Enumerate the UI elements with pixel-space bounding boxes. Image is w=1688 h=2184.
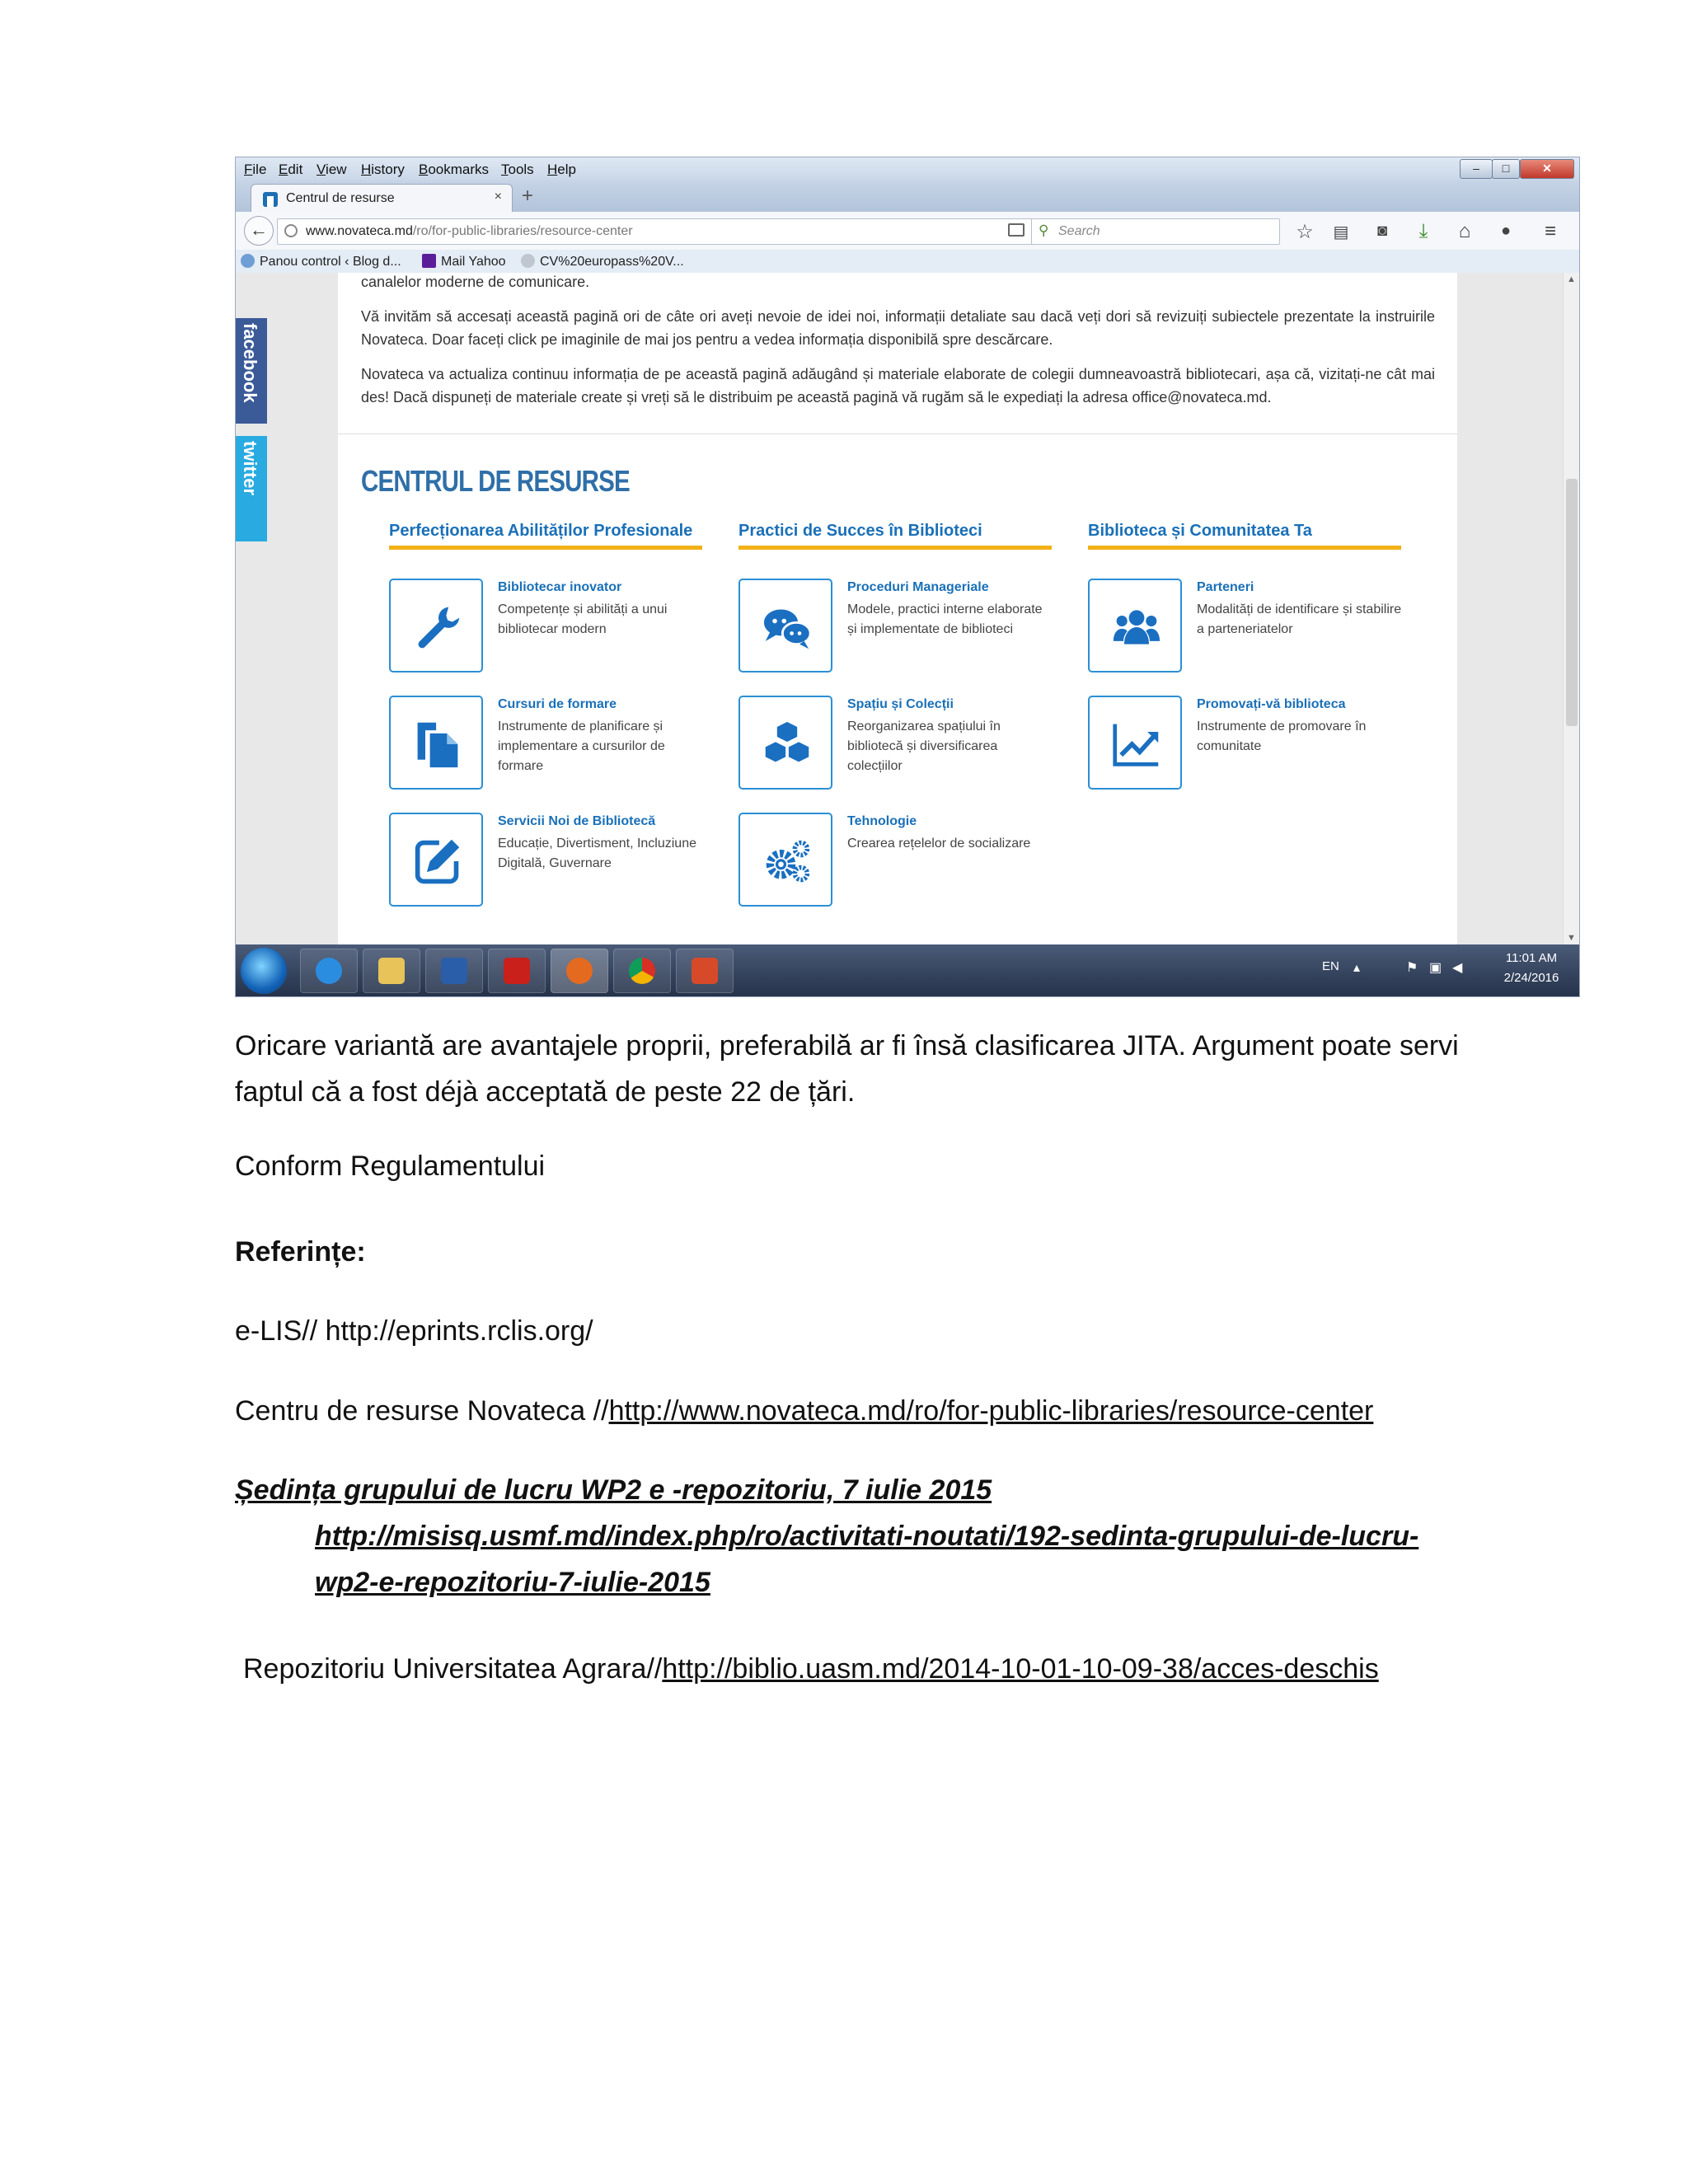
resource-icon-box[interactable]	[738, 696, 832, 790]
resource-title[interactable]: Spațiu și Colecții	[847, 697, 954, 711]
resource-item-cursuri-de-formare[interactable]	[389, 696, 735, 794]
pdf-icon	[504, 958, 530, 984]
tab-close-icon[interactable]: ×	[494, 190, 502, 204]
menu-edit[interactable]: Edit	[279, 162, 303, 177]
action-center-flag-icon[interactable]: ⚑	[1406, 961, 1418, 975]
pocket-icon[interactable]: ◙	[1376, 222, 1388, 240]
reader-view-icon[interactable]	[1008, 223, 1025, 237]
favicon-icon	[263, 192, 278, 207]
new-tab-button[interactable]: +	[521, 185, 533, 207]
scroll-thumb[interactable]	[1566, 479, 1578, 726]
resource-item-promovati-va-biblioteca[interactable]	[1088, 696, 1434, 794]
column-title-perfectionare[interactable]: Perfecționarea Abilităților Profesionale	[389, 522, 702, 550]
novateca-link[interactable]: http://www.novateca.md/ro/for-public-libraries/resource-center	[608, 1395, 1374, 1427]
scroll-up-icon[interactable]: ▲	[1567, 274, 1576, 284]
column-title-biblioteca[interactable]: Biblioteca și Comunitatea Ta	[1088, 522, 1401, 550]
reference-wp2-title[interactable]: Ședința grupului de lucru WP2 e -repozitoriu, 7 iulie 2015	[235, 1474, 992, 1506]
scroll-down-icon[interactable]: ▼	[1567, 933, 1576, 943]
volume-icon[interactable]: ◀	[1452, 961, 1463, 975]
paragraph-conform: Conform Regulamentului	[235, 1151, 546, 1182]
bookmark-mail-yahoo[interactable]	[422, 254, 506, 269]
reference-e-lis: e-LIS// http://eprints.rclis.org/	[235, 1315, 593, 1347]
network-icon[interactable]: ▣	[1429, 961, 1442, 975]
resource-description: Crearea rețelelor de socializare	[847, 837, 1031, 851]
word-icon	[441, 958, 467, 984]
wordpress-icon	[241, 254, 255, 268]
menu-bookmarks[interactable]: Bookmarks	[419, 162, 490, 177]
resource-icon-box[interactable]	[389, 579, 483, 673]
menu-history[interactable]: History	[361, 162, 405, 177]
resource-description: Instrumente de planificare și implementare a cursurilor de formare	[498, 719, 665, 773]
globe-icon	[521, 254, 535, 268]
taskbar-presentation[interactable]	[676, 949, 734, 993]
tab-title: Centrul de resurse	[286, 191, 395, 205]
close-window-button[interactable]: ✕	[1520, 159, 1574, 179]
maximize-button[interactable]: □	[1492, 159, 1520, 179]
star-icon[interactable]: ☆	[1296, 221, 1314, 243]
resource-description: Reorganizarea spațiului în bibliotecă și diversificarea colecțiilor	[847, 719, 1001, 773]
search-placeholder: Search	[1058, 224, 1100, 238]
resource-description: Modele, practici interne elaborate și implementate de biblioteci	[847, 602, 1043, 636]
misisq-link-line-1[interactable]: http://misisq.usmf.md/index.php/ro/activitati-noutati/192-sedinta-grupului-de-lucru-	[315, 1521, 1419, 1552]
clock-time[interactable]: 11:01 AM	[1505, 951, 1558, 965]
intro-paragraph: Vă invităm să accesați această pagină ori de câte ori aveți nevoie de idei noi, informații detaliate sau dacă veți dori să revizuiți subiectele prezentate la instruirile Novateca. Doar faceți click pe imaginile de mai jos pentru a vedea informația disponibilă spre descărcare.	[361, 308, 1435, 348]
menu-file[interactable]: File	[244, 162, 267, 177]
presentation-icon	[692, 958, 718, 984]
resource-item-spatiu-si-colectii[interactable]	[738, 696, 1085, 794]
bookmark-label: Panou control ‹ Blog d...	[260, 255, 401, 269]
tab-bar	[236, 180, 1579, 212]
uasm-link[interactable]: http://biblio.uasm.md/2014-10-01-10-09-38/acces-deschis	[662, 1653, 1379, 1685]
menu-bar	[236, 157, 1579, 180]
search-icon: ⚲	[1039, 223, 1049, 238]
chat-icon	[762, 602, 812, 652]
wrench-icon	[413, 602, 462, 652]
resource-icon-box[interactable]	[738, 813, 832, 907]
reference-uasm	[243, 1653, 1379, 1685]
resource-icon-box[interactable]	[389, 813, 483, 907]
home-icon[interactable]: ⌂	[1458, 220, 1471, 242]
twitter-tab[interactable]	[236, 436, 267, 541]
bookmarks-bar	[236, 250, 1579, 273]
resource-title[interactable]: Cursuri de formare	[498, 697, 617, 711]
folder-icon	[378, 958, 405, 984]
browser-screenshot	[235, 157, 1580, 997]
resource-title[interactable]: Parteneri	[1197, 580, 1254, 594]
reference-novateca	[235, 1395, 1373, 1427]
chart-line-icon	[1112, 719, 1161, 769]
url-host: www.novateca.md	[306, 224, 413, 238]
navigation-bar	[236, 212, 1579, 251]
taskbar-word[interactable]	[425, 949, 483, 993]
taskbar-chrome[interactable]	[613, 949, 671, 993]
tab-centrul-de-resurse[interactable]	[251, 184, 513, 213]
bookmark-panou-control[interactable]	[241, 254, 401, 269]
paragraph-line-1: Oricare variantă are avantajele proprii, preferabilă ar fi însă clasificarea JITA. Argument poate servi	[235, 1030, 1459, 1062]
resource-icon-box[interactable]	[1088, 579, 1182, 673]
url-text	[306, 224, 633, 239]
url-bar[interactable]	[277, 218, 1078, 245]
menu-view[interactable]: View	[316, 162, 347, 177]
taskbar-internet-explorer[interactable]	[300, 949, 358, 993]
url-path: /ro/for-public-libraries/resource-center	[412, 224, 633, 238]
bookmark-label: Mail Yahoo	[441, 255, 506, 269]
section-title: CENTRUL DE RESURSE	[361, 464, 630, 498]
intro-paragraph: canalelor moderne de comunicare.	[361, 274, 590, 290]
taskbar-file-explorer[interactable]	[363, 949, 420, 993]
bookmark-label: CV%20europass%20V...	[540, 255, 684, 269]
yahoo-icon	[422, 254, 436, 268]
minimize-button[interactable]: –	[1460, 159, 1493, 179]
resource-description: Educație, Divertisment, Incluziune Digitală, Guvernare	[498, 837, 696, 870]
resource-item-servicii-noi[interactable]	[389, 813, 735, 912]
resource-description: Competențe și abilități a unui bibliotecar modern	[498, 602, 668, 636]
resource-icon-box[interactable]	[389, 696, 483, 790]
documents-icon	[413, 719, 462, 769]
back-arrow-icon[interactable]: ←	[244, 216, 274, 246]
taskbar-acrobat[interactable]	[488, 949, 546, 993]
gears-icon	[762, 837, 812, 886]
download-icon[interactable]: ⤓	[1418, 220, 1428, 242]
resource-description: Modalități de identificare și stabilire a parteneriatelor	[1197, 602, 1402, 636]
resource-item-bibliotecar-inovator[interactable]	[389, 579, 735, 677]
reference-label: Repozitoriu Universitatea Agrara//	[243, 1653, 663, 1685]
cubes-icon	[762, 719, 812, 769]
column-title-practici[interactable]: Practici de Succes în Biblioteci	[738, 522, 1052, 550]
references-heading: Referințe:	[235, 1236, 366, 1268]
page-viewport	[236, 273, 1563, 944]
intro-text	[361, 273, 1435, 420]
resource-title[interactable]: Bibliotecar inovator	[498, 580, 622, 594]
bookmark-cv-europass[interactable]	[521, 254, 684, 269]
resource-title[interactable]: Proceduri Manageriale	[847, 580, 989, 594]
paragraph-line-2: faptul că a fost déjà acceptată de peste 22 de țări.	[235, 1076, 856, 1108]
start-button[interactable]	[241, 948, 287, 994]
resource-item-proceduri-manageriale[interactable]	[738, 579, 1085, 677]
facebook-label: facebook	[240, 323, 260, 403]
tray-expand-icon[interactable]: ▴	[1353, 961, 1361, 975]
resource-item-parteneri[interactable]	[1088, 579, 1434, 677]
page-content	[338, 273, 1457, 944]
resource-title[interactable]: Promovați-vă biblioteca	[1197, 697, 1346, 711]
edit-icon	[413, 837, 462, 886]
resource-item-tehnologie[interactable]	[738, 813, 1085, 912]
twitter-label: twitter	[240, 441, 260, 495]
misisq-link-line-2[interactable]: wp2-e-repozitoriu-7-iulie-2015	[315, 1567, 710, 1598]
taskbar	[236, 944, 1579, 996]
chat-bubble-icon[interactable]: ●	[1500, 222, 1512, 240]
users-icon	[1112, 602, 1161, 652]
reference-label: Centru de resurse Novateca //	[235, 1395, 609, 1427]
search-input[interactable]	[1031, 218, 1280, 245]
resource-description: Instrumente de promovare în comunitate	[1197, 719, 1367, 753]
intro-paragraph: Novateca va actualiza continuu informația de pe această pagină adăugând și materiale elaborate de colegii dumneavoastră bibliotecari, așa că, vizitați-ne cât mai des! Dacă dispuneți de materiale create și vreți să le distribuim pe această pagină vă rugăm să le expediați la adresa office@novateca.md.	[361, 366, 1435, 405]
taskbar-firefox[interactable]	[551, 949, 608, 993]
resource-icon-box[interactable]	[738, 579, 832, 673]
chrome-icon	[629, 958, 655, 984]
scrollbar[interactable]	[1563, 273, 1580, 944]
globe-icon	[284, 224, 298, 237]
language-indicator[interactable]: EN	[1322, 959, 1339, 973]
internet-explorer-icon	[316, 958, 342, 984]
hamburger-menu-icon[interactable]: ≡	[1544, 220, 1556, 242]
menu-help[interactable]: Help	[547, 162, 576, 177]
resource-title[interactable]: Tehnologie	[847, 814, 917, 828]
facebook-tab[interactable]	[236, 318, 267, 424]
clock-date[interactable]: 2/24/2016	[1503, 971, 1559, 985]
resource-title[interactable]: Servicii Noi de Bibliotecă	[498, 814, 656, 828]
reading-list-icon[interactable]: ▤	[1333, 223, 1349, 241]
menu-tools[interactable]: Tools	[501, 162, 534, 177]
firefox-icon	[566, 958, 593, 984]
resource-icon-box[interactable]	[1088, 696, 1182, 790]
